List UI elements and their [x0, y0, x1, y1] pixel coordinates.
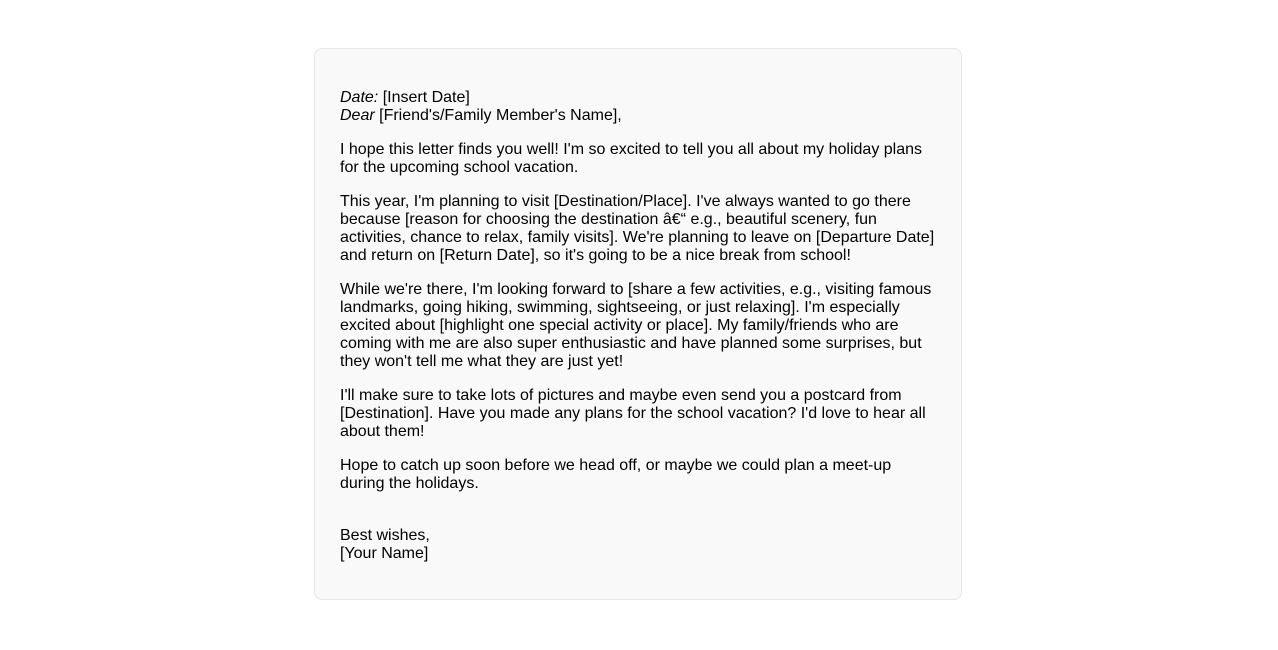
paragraph-intro: I hope this letter finds you well! I'm so excited to tell you all about my holiday plans for the upcoming school vacation.: [340, 141, 923, 176]
greeting-label: Dear: [340, 107, 375, 124]
paragraph-activities: While we're there, I'm looking forward to [share a few activities, e.g., visiting famous landmarks, going hiking, swimming, sightseeing, or just relaxing]. I'm especially excited about [highlight one special activity or place]. My family/friends who are coming with me are also super enthusiastic and have planned some surprises, but they won't tell me what they are just yet!: [340, 281, 932, 370]
greeting-line: [340, 107, 936, 125]
closing-block: [340, 527, 936, 563]
paragraph-pictures: I'll make sure to take lots of pictures and maybe even send you a postcard from [Destination]. Have you made any plans for the school vacation? I'd love to hear all about them!: [340, 387, 926, 440]
date-value: [Insert Date]: [378, 89, 470, 106]
greeting-value: [Friend's/Family Member's Name],: [374, 107, 622, 124]
letter-card: [314, 48, 962, 600]
paragraph-destination: This year, I'm planning to visit [Destination/Place]. I've always wanted to go there because [reason for choosing the destination â€“ e.g., beautiful scenery, fun activities, chance to relax, family visits]. We're planning to leave on [Departure Date] and return on [Return Date], so it's going to be a nice break from school!: [340, 193, 935, 264]
paragraph-closing: Hope to catch up soon before we head off, or maybe we could plan a meet-up during the holidays.: [340, 457, 892, 492]
date-line: [340, 89, 936, 107]
signature: [Your Name]: [340, 545, 429, 562]
signoff: Best wishes,: [340, 527, 430, 544]
date-label: Date:: [340, 89, 379, 106]
